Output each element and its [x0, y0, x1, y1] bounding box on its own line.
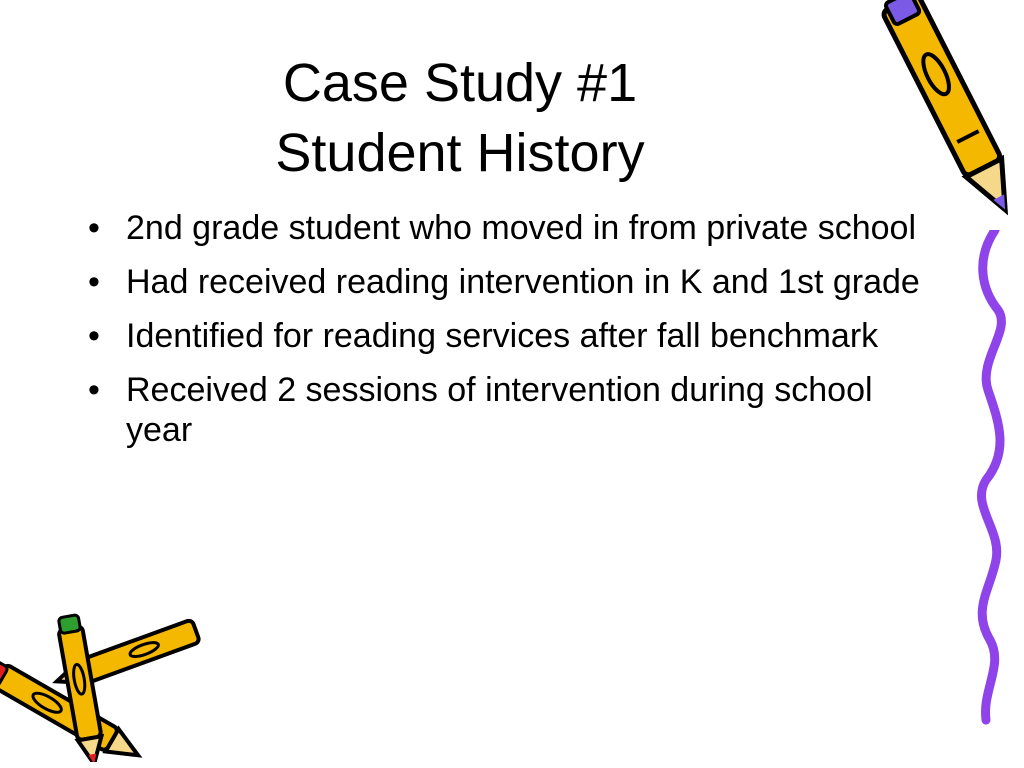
- bullet-text: Received 2 sessions of intervention during school year: [126, 371, 873, 449]
- bullet-item: [86, 262, 946, 302]
- bullet-item: [86, 370, 946, 450]
- title-line-2: Student History: [275, 123, 645, 183]
- bullet-dot: •: [88, 209, 100, 247]
- bullet-item: [86, 316, 946, 356]
- bullet-text: Identified for reading services after fall benchmark: [126, 317, 879, 355]
- squiggle-line-icon: [960, 230, 1020, 730]
- bullet-dot: •: [88, 263, 100, 301]
- bullet-dot: •: [88, 317, 100, 355]
- bullet-text: 2nd grade student who moved in from private school: [126, 209, 917, 247]
- title-line-1: Case Study #1: [282, 53, 638, 113]
- bullet-item: [86, 208, 946, 248]
- crossed-pencils-icon: [0, 612, 210, 762]
- bullet-list: [86, 208, 946, 464]
- slide-title: [160, 48, 760, 188]
- bullet-dot: •: [88, 371, 100, 409]
- bullet-text: Had received reading intervention in K and 1st grade: [126, 263, 920, 301]
- pencil-icon: [850, 0, 1010, 245]
